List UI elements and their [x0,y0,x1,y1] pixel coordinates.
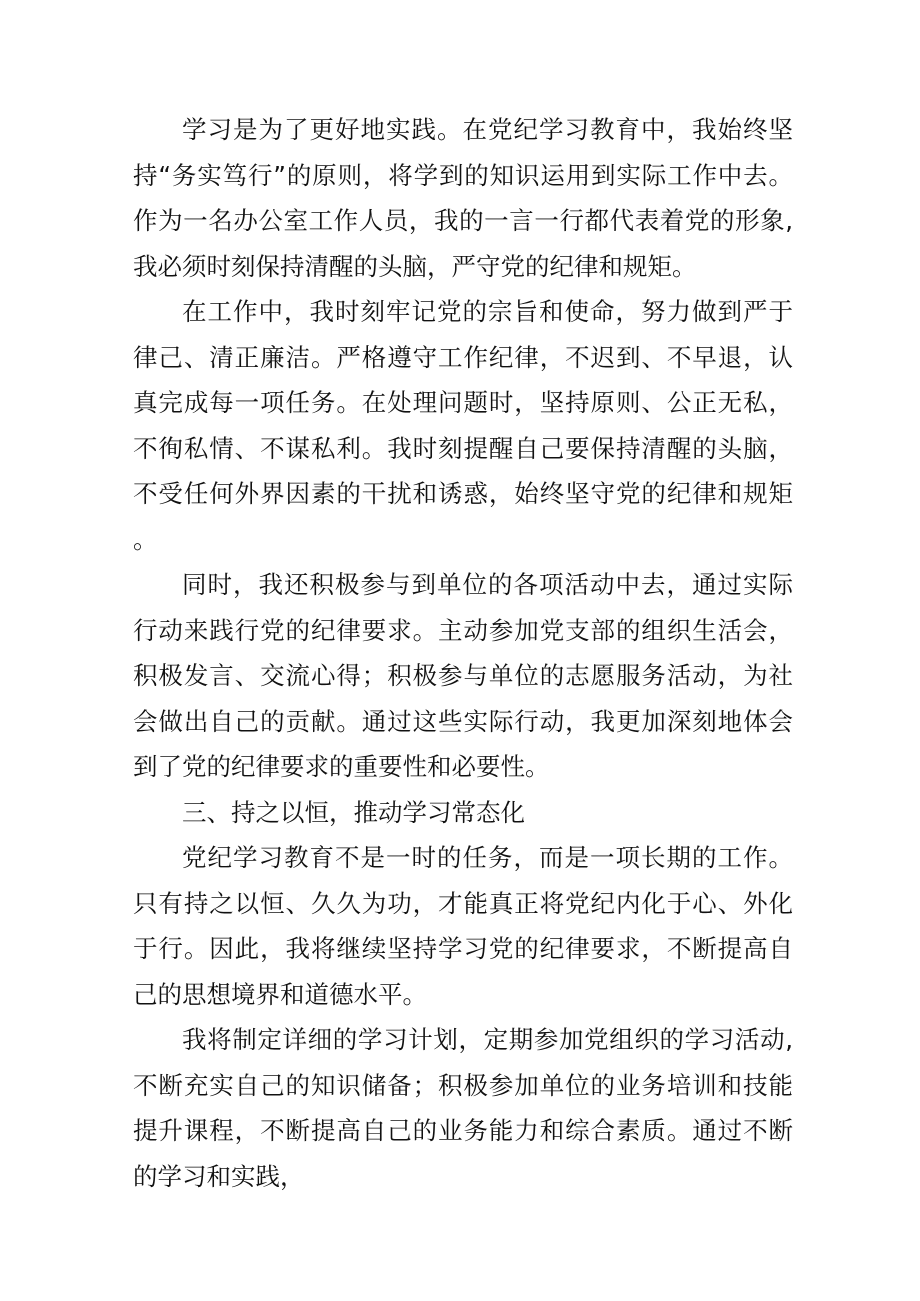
paragraph-long-term: 党纪学习教育不是一时的任务，而是一项长期的工作。只有持之以恒、久久为功，才能真正将党纪内化于心、外化于行。因此，我将继续坚持学习党的纪律要求，不断提高自己的思想境界和道德水平。 [133,843,793,1009]
paragraph-activities: 同时，我还积极参与到单位的各项活动中去，通过实际行动来践行党的纪律要求。主动参加党支部的组织生活会，积极发言、交流心得；积极参与单位的志愿服务活动，为社会做出自己的贡献。通过这些实际行动，我更加深刻地体会到了党的纪律要求的重要性和必要性。 [133,570,793,781]
paragraph-study-plan: 我将制定详细的学习计划，定期参加党组织的学习活动,不断充实自己的知识储备；积极参加单位的业务培训和技能提升课程，不断提高自己的业务能力和综合素质。通过不断的学习和实践， [133,1025,793,1191]
paragraph-work-discipline: 在工作中，我时刻牢记党的宗旨和使命，努力做到严于律己、清正廉洁。严格遵守工作纪律，不迟到、不早退，认真完成每一项任务。在处理问题时，坚持原则、公正无私，不徇私情、不谋私利。我时刻提醒自己要保持清醒的头脑，不受任何外界因素的干扰和诱惑，始终坚守党的纪律和规矩。 [133,297,793,554]
document-body [133,107,793,1199]
paragraph-practice: 学习是为了更好地实践。在党纪学习教育中，我始终坚持“务实笃行”的原则，将学到的知识运用到实际工作中去。作为一名办公室工作人员，我的一言一行都代表着党的形象,我必须时刻保持清醒的头脑，严守党的纪律和规矩。 [133,115,793,281]
section-heading: 三、持之以恒，推动学习常态化 [182,797,525,827]
